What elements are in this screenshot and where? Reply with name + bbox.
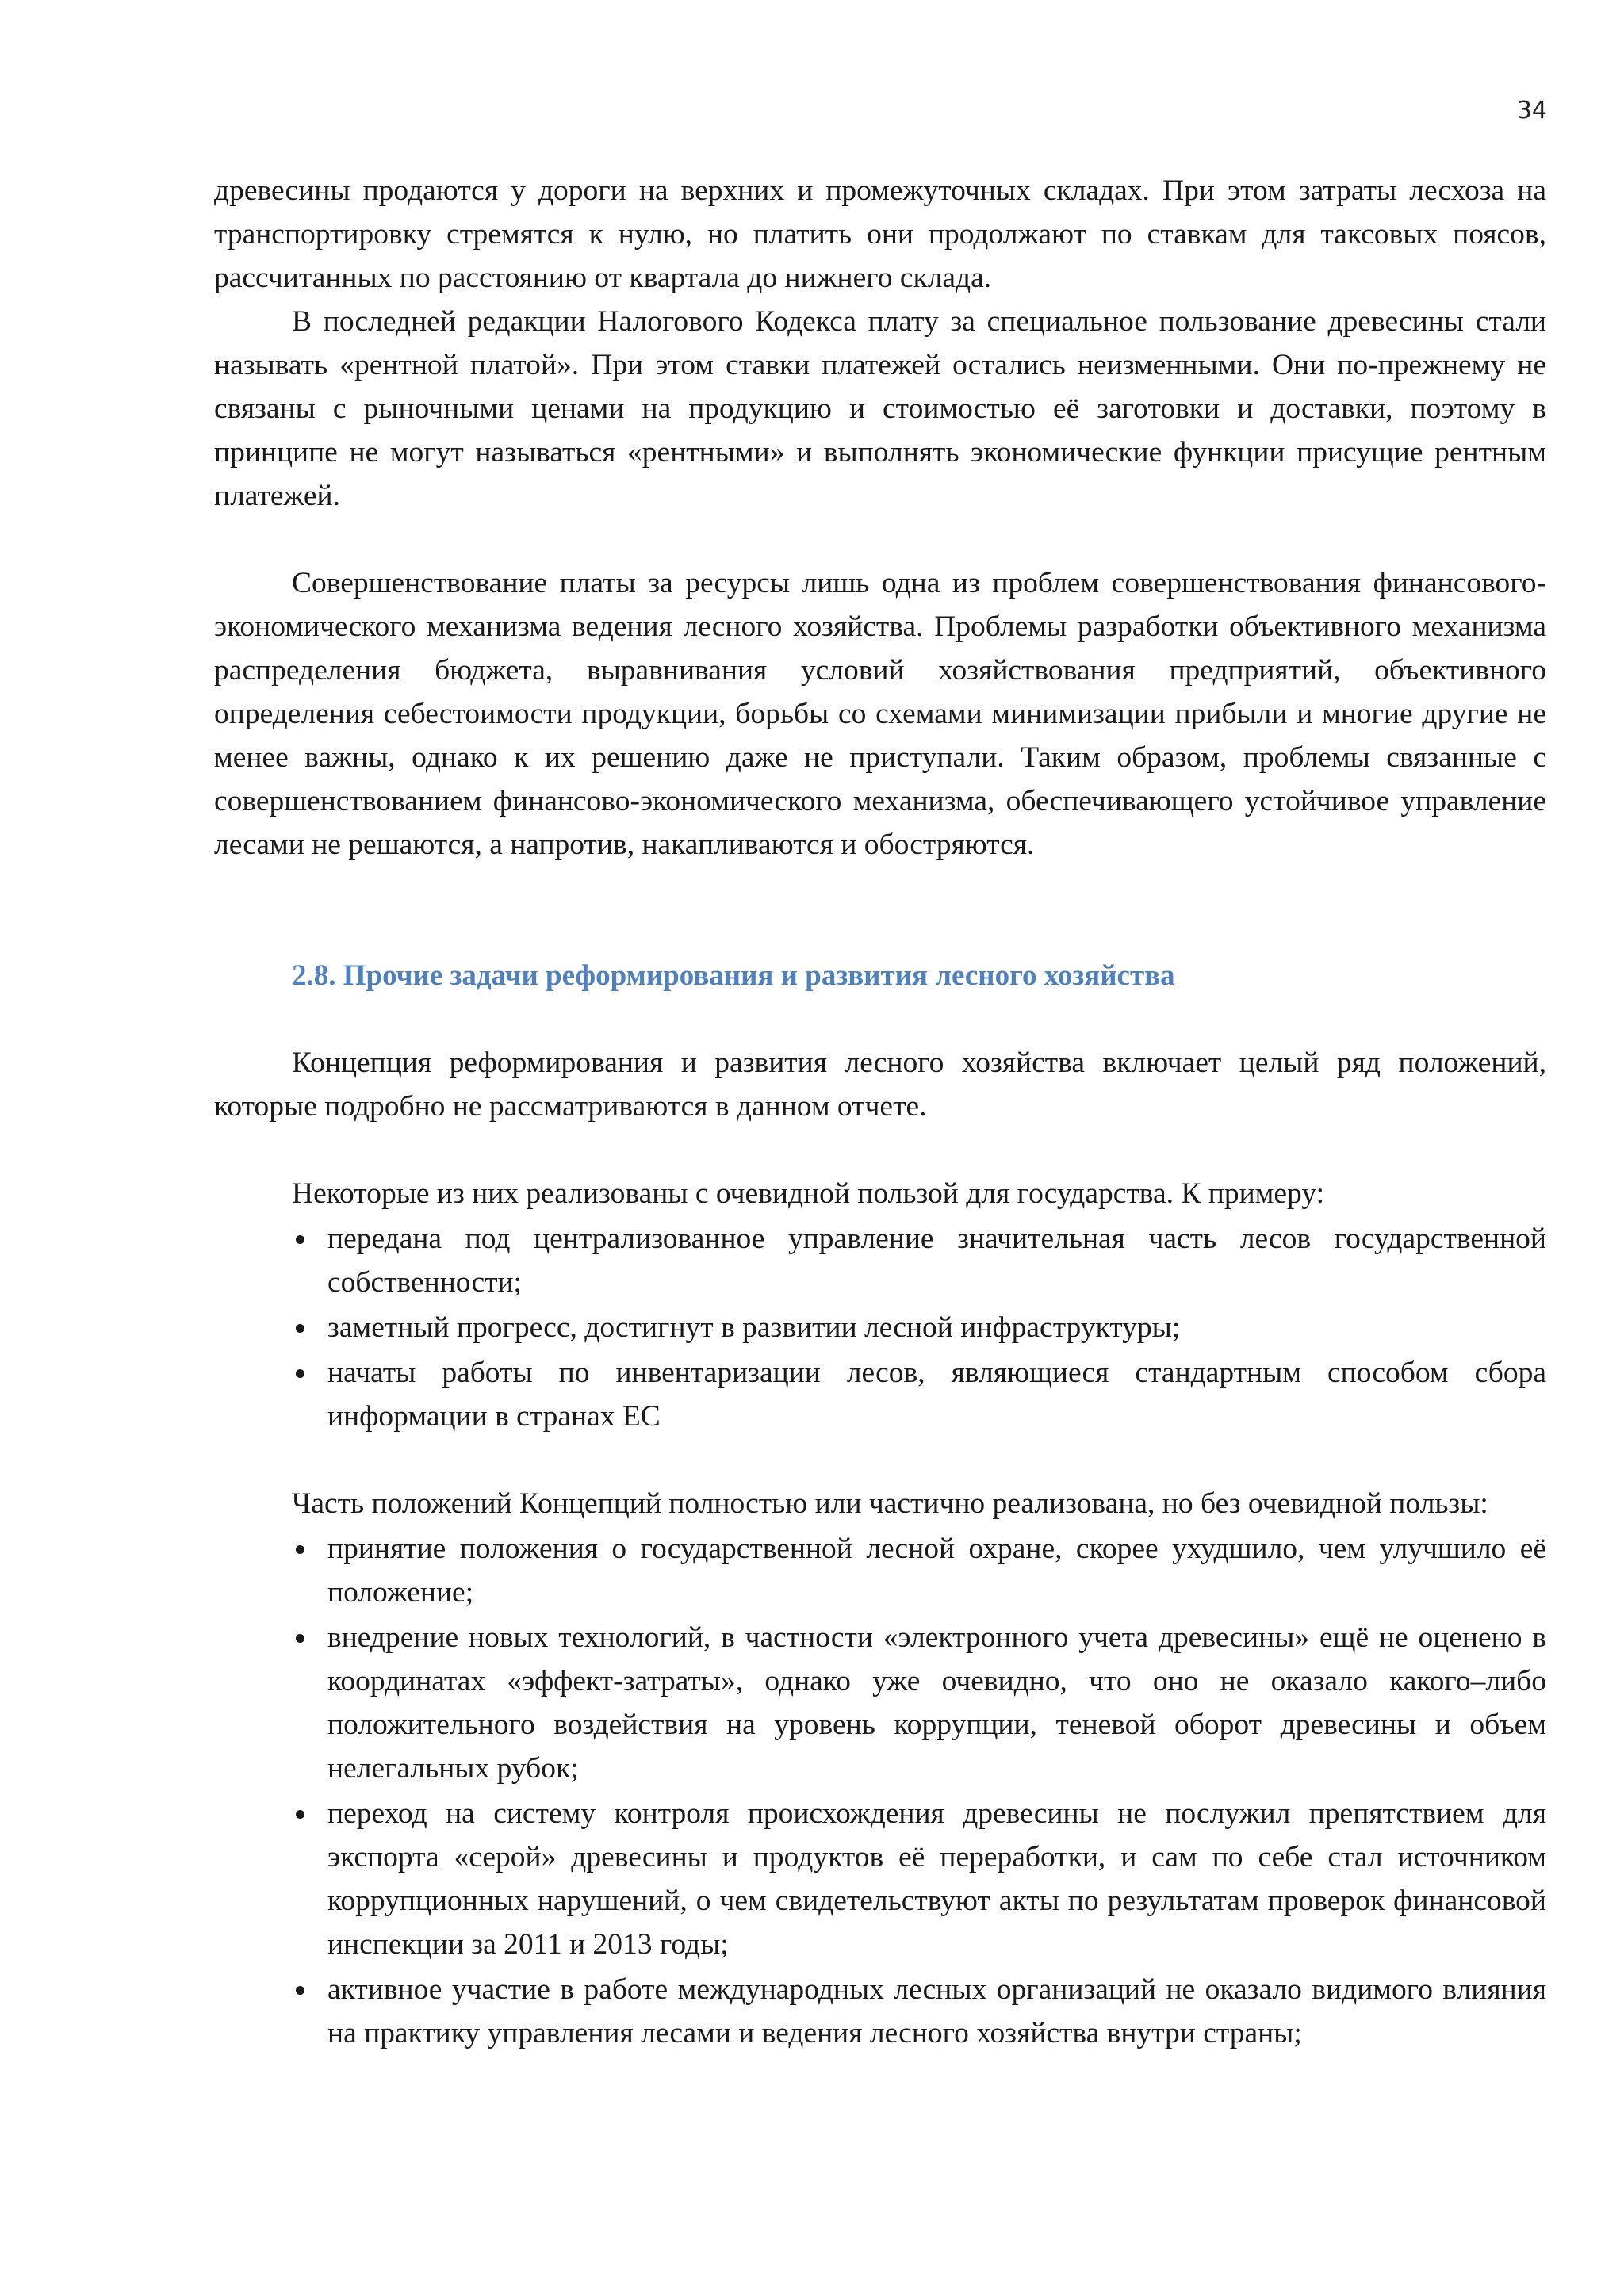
section-heading: 2.8. Прочие задачи реформирования и развития лесного хозяйства — [292, 959, 1175, 992]
paragraph-concept: Концепция реформирования и развития лесного хозяйства включает целый ряд положений, которые подробно не рассматриваются в данном отчете. — [214, 1047, 1546, 1123]
paragraph-continuation: древесины продаются у дороги на верхних и промежуточных складах. При этом затраты лесхоза на транспортировку стремятся к нулю, но платить они продолжают по ставкам для таксовых поясов, рассчитанных по расстоянию от квартала до нижнего склада. — [214, 174, 1546, 294]
partial-list — [214, 1527, 1546, 2055]
realized-list — [214, 1217, 1546, 1438]
bullet-icon — [292, 1217, 308, 1261]
page-number: 34 — [1516, 97, 1547, 124]
list-item: начаты работы по инвентаризации лесов, являющиеся стандартным способом сбора информации в странах ЕС — [214, 1351, 1546, 1438]
partial-intro: Часть положений Концепций полностью или частично реализована, но без очевидной пользы: — [292, 1487, 1488, 1520]
list-item: заметный прогресс, достигнут в развитии лесной инфраструктуры; — [214, 1306, 1546, 1349]
list-item: передана под централизованное управление значительная часть лесов государственной собственности; — [214, 1217, 1546, 1304]
list-item: активное участие в работе международных лесных организаций не оказало видимого влияния на практику управления лесами и ведения лесного хозяйства внутри страны; — [214, 1968, 1546, 2055]
page-content — [214, 169, 1546, 2055]
list-item: принятие положения о государственной лесной охране, скорее ухудшило, чем улучшило её положение; — [214, 1527, 1546, 1614]
list-item: переход на систему контроля происхождения древесины не послужил препятствием для экспорта «серой» древесины и продуктов её переработки, и сам по себе стал источником коррупционных нарушений, о чем свидетельствуют акты по результатам проверок финансовой инспекции за 2011 и 2013 годы; — [214, 1792, 1546, 1966]
bullet-icon — [292, 1527, 308, 1571]
paragraph-financial-mechanism: Совершенствование платы за ресурсы лишь одна из проблем совершенствования финансового-экономического механизма ведения лесного хозяйства. Проблемы разработки объективного механизма распределения бюджета, выравнивания условий хозяйствования предприятий, объективного определения себестоимости продукции, борьбы со схемами минимизации прибыли и многие другие не менее важны, однако к их решению даже не приступали. Таким образом, проблемы связанные с совершенствованием финансово-экономического механизма, обеспечивающего устойчивое управление лесами не решаются, а напротив, накапливаются и обостряются. — [214, 567, 1546, 861]
paragraph-rent-payment: В последней редакции Налогового Кодекса плату за специальное пользование древесины стали называть «рентной платой». При этом ставки платежей остались неизменными. Они по-прежнему не связаны с рыночными ценами на продукцию и стоимостью её заготовки и доставки, поэтому в принципе не могут называться «рентными» и выполнять экономические функции присущие рентным платежей. — [214, 305, 1546, 512]
bullet-icon — [292, 1351, 308, 1395]
realized-intro: Некоторые из них реализованы с очевидной пользой для государства. К примеру: — [292, 1177, 1324, 1210]
bullet-icon — [292, 1968, 308, 2011]
bullet-icon — [292, 1792, 308, 1835]
list-item: внедрение новых технологий, в частности «электронного учета древесины» ещё не оценено в координатах «эффект-затраты», однако уже очевидно, что оно не оказало какого–либо положительного воздействия на уровень коррупции, теневой оборот древесины и объем нелегальных рубок; — [214, 1616, 1546, 1790]
bullet-icon — [292, 1306, 308, 1349]
bullet-icon — [292, 1616, 308, 1659]
